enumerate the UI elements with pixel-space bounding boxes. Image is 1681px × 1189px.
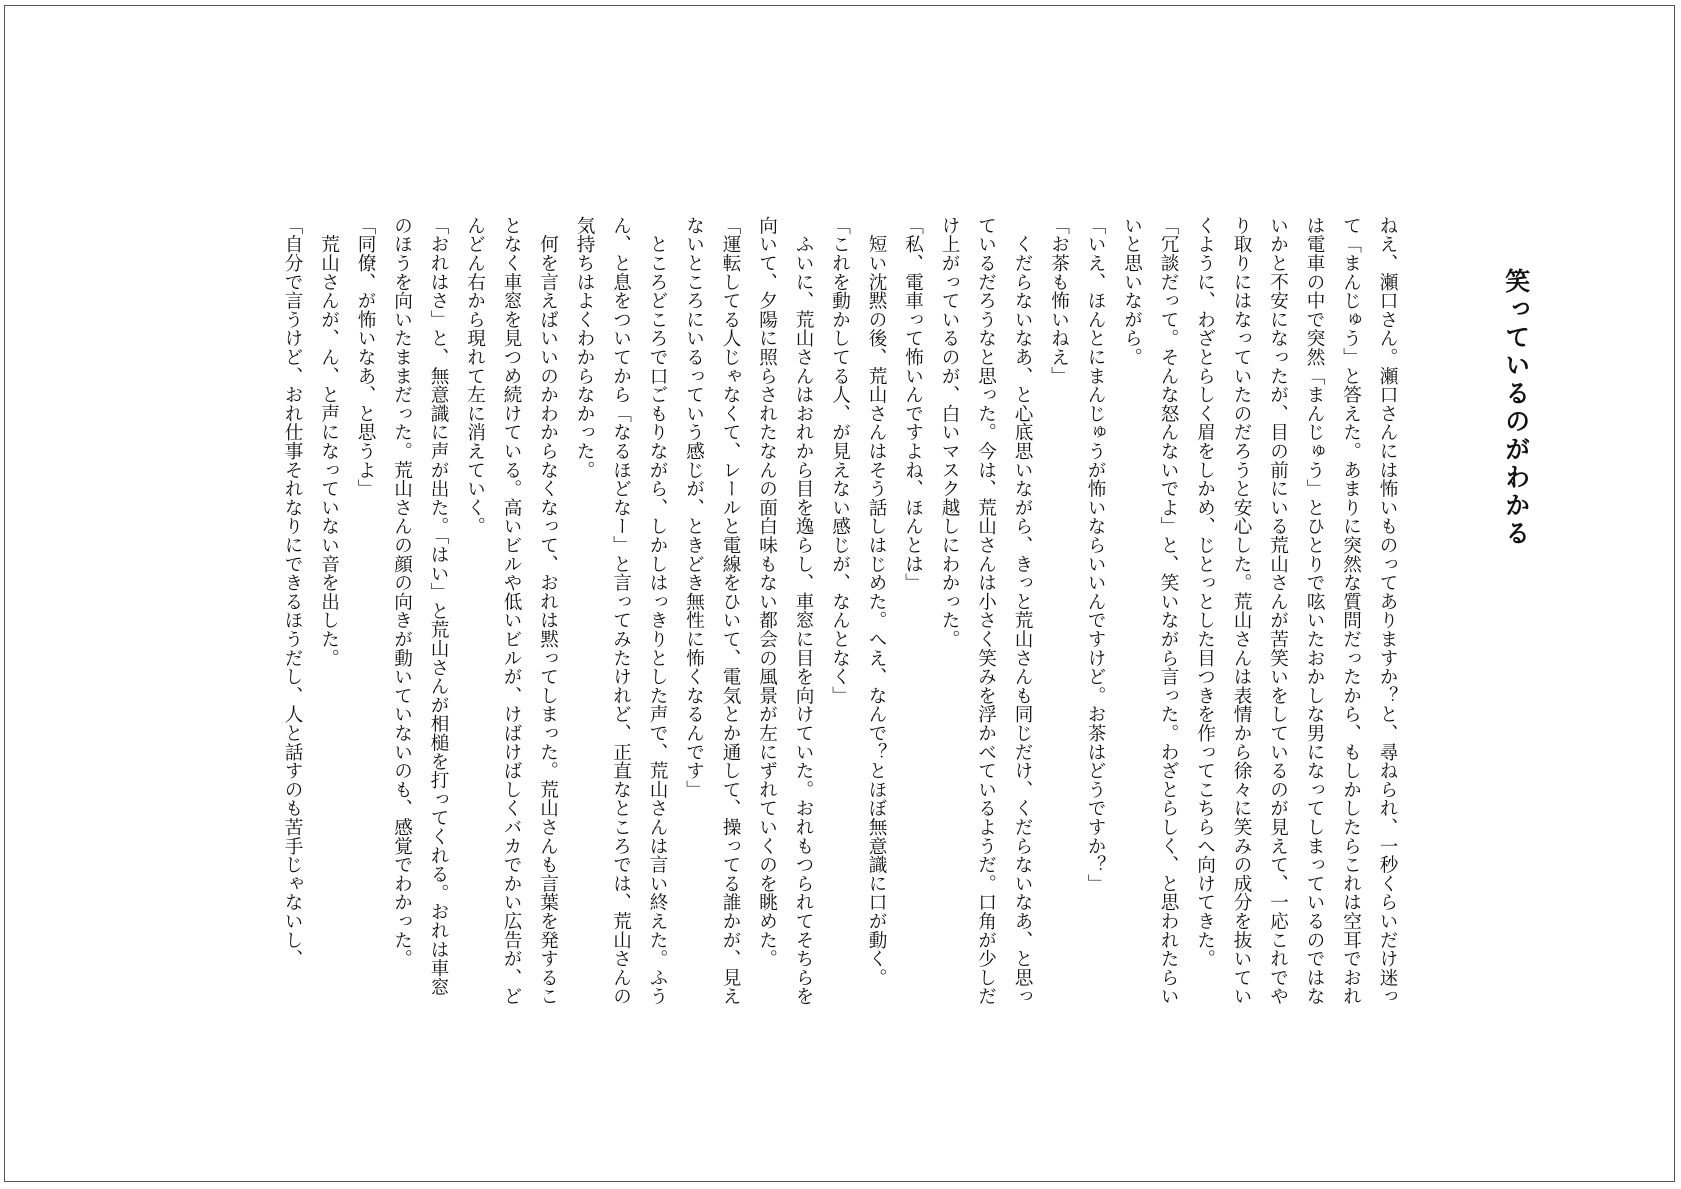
paragraph: ふいに、荒山さんはおれから目を逸らし、車窓に目を向けていた。おれもつられてそちらを向いて、夕陽に照らされたなんの面白味もない都会の風景が左にずれていくのを眺めた。 — [756, 216, 814, 1006]
paragraph: 短い沈黙の後、荒山さんはそう話しはじめた。へえ、なんで？とほぼ無意識に口が動く。 — [866, 216, 887, 987]
paragraph: 「おれはさ」と、無意識に声が出た。「はい」と荒山さんが相槌を打ってくれる。おれは車窓のほうを向いたままだった。荒山さんの顔の向きが動いていないのも、感覚でわかった。 — [391, 216, 449, 997]
paragraph: 「自分で言うけど、おれ仕事それなりにできるほうだし、人と話すのも苦手じゃないし、 — [282, 216, 303, 968]
page-title: 笑っているのがわかる — [1501, 268, 1531, 548]
paragraph: 「これを動かしてる人、が見えない感じが、なんとなく」 — [829, 216, 851, 705]
page-frame — [4, 5, 1675, 1182]
paragraph: 「運転してる人じゃなくて、レールと電線をひいて、電気とか通して、操ってる誰かが、見えないところにいるっていう感じが、ときどき無性に怖くなるんです」 — [683, 216, 741, 1006]
paragraph: 「お茶も怖いねえ」 — [1048, 216, 1070, 386]
paragraph: ねえ、瀬口さん。瀬口さんには怖いものってありますか？と、尋ねられ、一秒くらいだけ迷って「まんじゅう」と答えた。あまりに突然な質問だったから、もしかしたらこれは空耳でおれは電車の中で突然「まんじゅう」とひとりで呟いたおかしな男になってしまっているのではないかと不安になったが、目の前にいる荒山さんが苦笑いをしているのが見えて、一応これでやり取りにはなっていたのだろうと安心した。荒山さんは表情から徐々に笑みの成分を抜いていくように、わざとらしく眉をしかめ、じとっとした目つきを作ってこちらへ向けてきた。 — [1194, 216, 1398, 1006]
paragraph: 荒山さんが、ん、と声になっていない音を出した。 — [318, 216, 340, 668]
paragraph: 「私、電車って怖いんですよね、ほんとは」 — [902, 216, 924, 592]
paragraph: 「同僚、が怖いなあ、と思うよ」 — [355, 216, 376, 498]
paragraph: 「いえ、ほんとにまんじゅうが怖いならいいんですけど。お茶はどうですか？」 — [1085, 216, 1106, 893]
paragraph: 何を言えばいいのかわからなくなって、おれは黙ってしまった。荒山さんも言葉を発することなく車窓を見つめ続けている。高いビルや低いビルが、けばけばしくバカでかい広告が、どんどん右から現れて左に消えていく。 — [464, 216, 559, 1006]
paragraph: 「冗談だって。そんな怒んないでよ」と、笑いながら言った。わざとらしく、と思われたらいいと思いながら。 — [1121, 216, 1179, 1006]
paragraph: ところどころで口ごもりながら、しかしはっきりとした声で、荒山さんは言い終えた。ふうん、と息をついてから「なるほどなー」と言ってみたけれど、正直なところでは、荒山さんの気持ちはよくわからなかった。 — [574, 216, 668, 1006]
body-text — [175, 216, 1405, 1006]
paragraph: くだらないなあ、と心底思いながら、きっと荒山さんも同じだけ、くだらないなあ、と思っているだろうなと思った。今は、荒山さんは小さく笑みを浮かべているようだ。口角が少しだけ上がっているのが、白いマスク越しにわかった。 — [939, 216, 1033, 1006]
